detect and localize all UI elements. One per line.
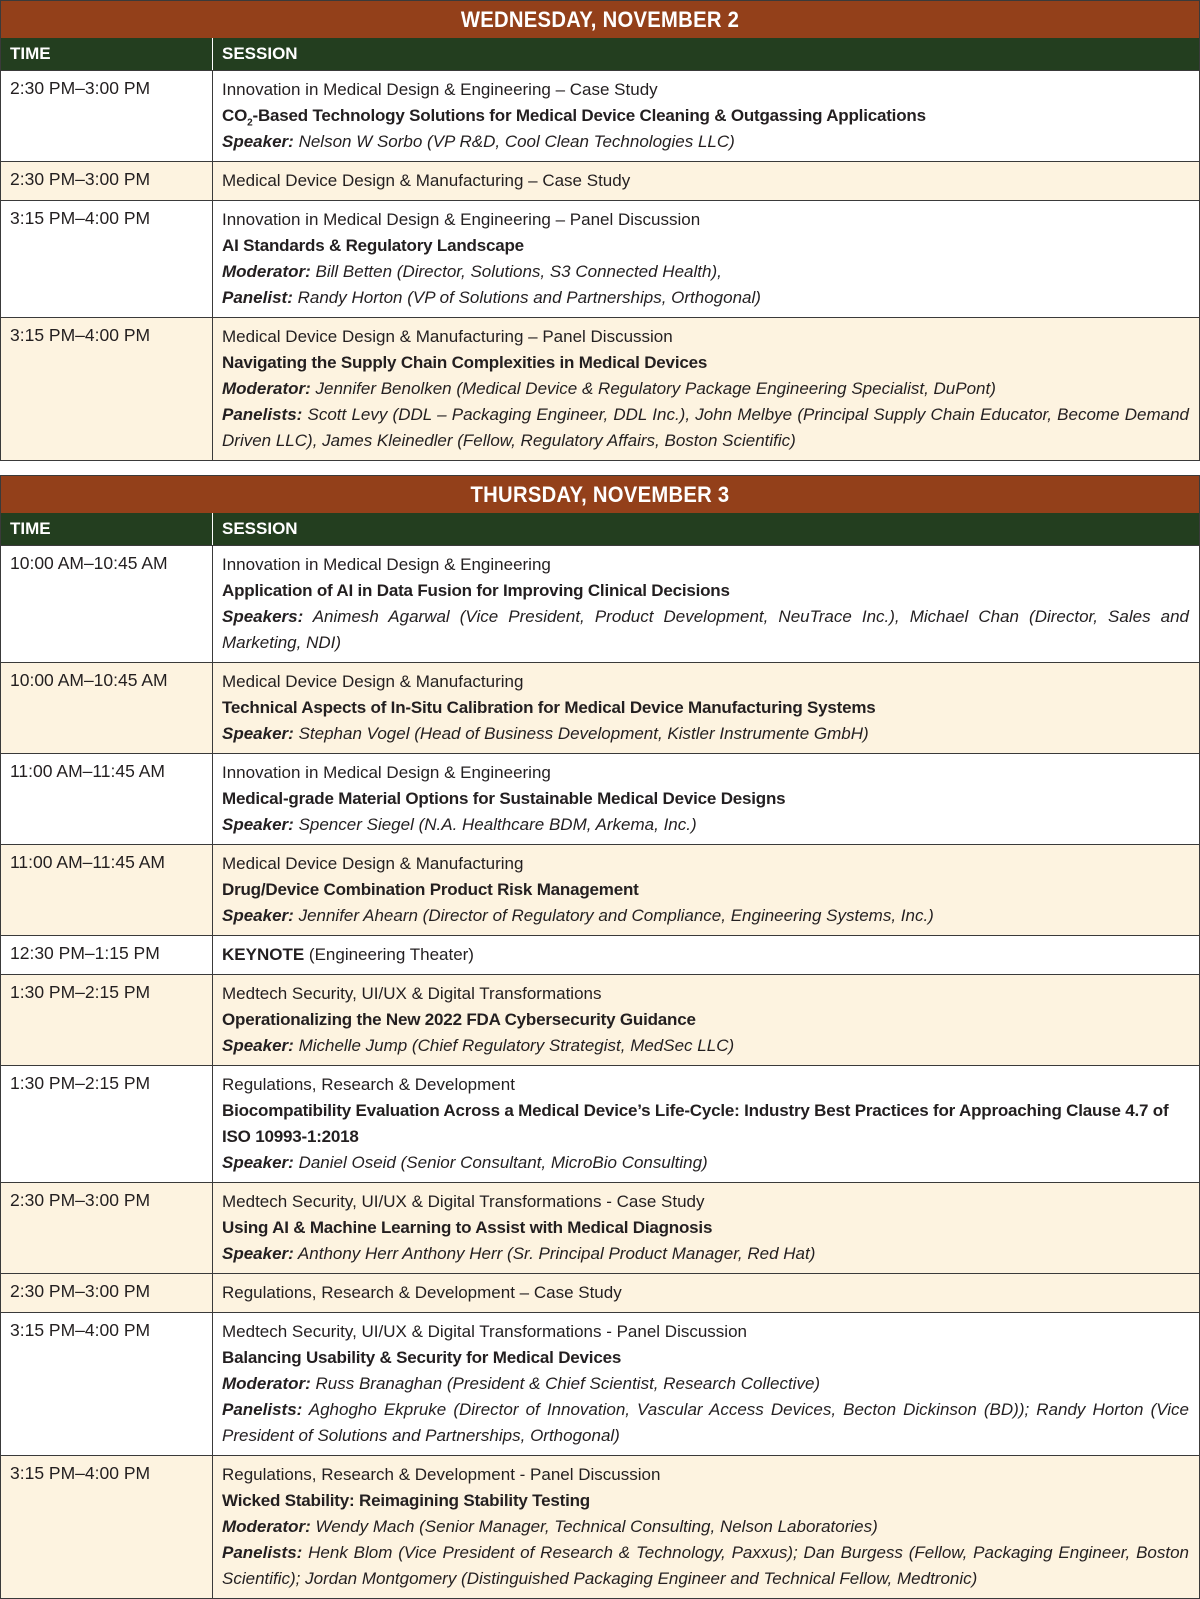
title-text: Medical-grade Material Options for Sustainable Medical Device Designs (222, 789, 786, 808)
day-title-bar (1, 476, 1199, 513)
session-details (213, 663, 1199, 753)
session-title (222, 695, 1189, 721)
session-details (213, 318, 1199, 460)
session-track: Medtech Security, UI/UX & Digital Transformations - Panel Discussion (222, 1322, 747, 1341)
people-names: Stephan Vogel (Head of Business Development, Kistler Instrumente GmbH) (298, 724, 869, 743)
session-row (1, 1273, 1199, 1312)
people-names: Spencer Siegel (N.A. Healthcare BDM, Arkema, Inc.) (298, 815, 697, 834)
session-people (222, 1540, 1189, 1592)
session-time: 1:30 PM–2:15 PM (1, 975, 213, 1065)
session-row (1, 753, 1199, 844)
session-people (222, 604, 1189, 656)
session-details (213, 1456, 1199, 1598)
title-prefix: CO (222, 106, 248, 125)
session-time: 11:00 AM–11:45 AM (1, 845, 213, 935)
keynote-label: KEYNOTE (222, 945, 305, 964)
table-header (1, 38, 1199, 70)
people-role: Moderator: (222, 262, 311, 281)
title-text: Balancing Usability & Security for Medical Devices (222, 1348, 622, 1367)
session-people (222, 402, 1189, 454)
session-people (222, 721, 1189, 747)
session-title (222, 786, 1189, 812)
people-role: Panelists: (222, 405, 303, 424)
session-people (222, 903, 1189, 929)
header-time: TIME (1, 38, 213, 70)
session-details (213, 845, 1199, 935)
session-people (222, 1397, 1189, 1449)
session-time: 2:30 PM–3:00 PM (1, 1183, 213, 1273)
session-people (222, 129, 1189, 155)
session-details (213, 1066, 1199, 1182)
session-title (222, 233, 1189, 259)
session-track: Medical Device Design & Manufacturing – Case Study (222, 171, 631, 190)
session-row (1, 161, 1199, 200)
session-time: 2:30 PM–3:00 PM (1, 162, 213, 200)
people-role: Speaker: (222, 906, 294, 925)
title-text: Wicked Stability: Reimagining Stability Testing (222, 1491, 590, 1510)
session-details (213, 201, 1199, 317)
session-row (1, 317, 1199, 460)
session-row (1, 70, 1199, 161)
people-role: Speakers: (222, 607, 304, 626)
title-text: Biocompatibility Evaluation Across a Medical Device’s Life-Cycle: Industry Best Practices for Approaching Clause 4.7 of ISO 10993-1:2018 (222, 1101, 1169, 1146)
session-title (222, 350, 1189, 376)
title-text: Drug/Device Combination Product Risk Management (222, 880, 639, 899)
session-track: Medical Device Design & Manufacturing (222, 672, 524, 691)
session-title (222, 1488, 1189, 1514)
people-role: Speaker: (222, 724, 294, 743)
session-row (1, 1455, 1199, 1598)
people-role: Speaker: (222, 1153, 294, 1172)
session-title (222, 877, 1189, 903)
session-details (213, 754, 1199, 844)
people-role: Panelists: (222, 1543, 303, 1562)
session-details (213, 546, 1199, 662)
session-details (213, 975, 1199, 1065)
session-people (222, 1514, 1189, 1540)
session-title (222, 1215, 1189, 1241)
session-people (222, 259, 1189, 285)
people-role: Speaker: (222, 1036, 294, 1055)
people-role: Speaker: (222, 815, 294, 834)
session-people (222, 285, 1189, 311)
session-track: Innovation in Medical Design & Engineering – Panel Discussion (222, 210, 701, 229)
people-names: Animesh Agarwal (Vice President, Product Development, NeuTrace Inc.), Michael Chan (Director, Sales and Marketing, NDI) (222, 607, 1190, 652)
people-role: Moderator: (222, 379, 311, 398)
session-track: Medtech Security, UI/UX & Digital Transformations (222, 984, 602, 1003)
people-names: Jennifer Ahearn (Director of Regulatory and Compliance, Engineering Systems, Inc.) (298, 906, 934, 925)
session-row (1, 1312, 1199, 1455)
people-names: Anthony Herr Anthony Herr (Sr. Principal Product Manager, Red Hat) (297, 1244, 816, 1263)
people-names: Randy Horton (VP of Solutions and Partnerships, Orthogonal) (297, 288, 761, 307)
people-names: Aghogho Ekpruke (Director of Innovation, Vascular Access Devices, Becton Dickinson (BD)); Randy Horton (Vice President of Solutions and Partnerships, Orthogonal) (222, 1400, 1190, 1445)
session-details (213, 936, 1199, 974)
title-text: Navigating the Supply Chain Complexities in Medical Devices (222, 353, 708, 372)
session-people (222, 812, 1189, 838)
title-text: Operationalizing the New 2022 FDA Cybersecurity Guidance (222, 1010, 696, 1029)
session-details (213, 162, 1199, 200)
session-details (213, 1274, 1199, 1312)
session-track: Regulations, Research & Development – Case Study (222, 1283, 622, 1302)
session-time: 2:30 PM–3:00 PM (1, 71, 213, 161)
session-people (222, 1033, 1189, 1059)
header-time: TIME (1, 513, 213, 545)
session-row (1, 1182, 1199, 1273)
session-track: Innovation in Medical Design & Engineering (222, 555, 551, 574)
title-text: -Based Technology Solutions for Medical Device Cleaning & Outgassing Applications (252, 106, 926, 125)
title-text: AI Standards & Regulatory Landscape (222, 236, 524, 255)
session-time: 2:30 PM–3:00 PM (1, 1274, 213, 1312)
people-role: Speaker: (222, 1244, 294, 1263)
people-names: Wendy Mach (Senior Manager, Technical Consulting, Nelson Laboratories) (315, 1517, 878, 1536)
people-names: Bill Betten (Director, Solutions, S3 Connected Health), (315, 262, 722, 281)
session-title (222, 578, 1189, 604)
people-role: Panelist: (222, 288, 293, 307)
session-row (1, 200, 1199, 317)
people-role: Moderator: (222, 1517, 311, 1536)
session-details (213, 71, 1199, 161)
session-time: 10:00 AM–10:45 AM (1, 663, 213, 753)
title-text: Using AI & Machine Learning to Assist with Medical Diagnosis (222, 1218, 713, 1237)
session-title (222, 1098, 1189, 1150)
title-text: Application of AI in Data Fusion for Improving Clinical Decisions (222, 581, 730, 600)
session-track: Innovation in Medical Design & Engineering – Case Study (222, 80, 658, 99)
session-row (1, 1065, 1199, 1182)
session-time: 3:15 PM–4:00 PM (1, 1456, 213, 1598)
people-names: Russ Branaghan (President & Chief Scientist, Research Collective) (315, 1374, 821, 1393)
session-time: 10:00 AM–10:45 AM (1, 546, 213, 662)
people-names: Daniel Oseid (Senior Consultant, MicroBio Consulting) (298, 1153, 708, 1172)
header-session: SESSION (222, 519, 298, 538)
day-block (0, 0, 1200, 461)
session-title (222, 103, 1189, 129)
session-row (1, 662, 1199, 753)
session-time: 12:30 PM–1:15 PM (1, 936, 213, 974)
session-track: Medtech Security, UI/UX & Digital Transformations - Case Study (222, 1192, 705, 1211)
people-names: Scott Levy (DDL – Packaging Engineer, DDL Inc.), John Melbye (Principal Supply Chain Educator, Become Demand Driven LLC), James Kleinedler (Fellow, Regulatory Affairs, Boston Scientific) (222, 405, 1189, 450)
table-header (1, 513, 1199, 545)
people-names: Jennifer Benolken (Medical Device & Regulatory Package Engineering Specialist, DuPont) (315, 379, 996, 398)
title-text: Technical Aspects of In-Situ Calibration for Medical Device Manufacturing Systems (222, 698, 876, 717)
day-title-bar (1, 1, 1199, 38)
people-names: Nelson W Sorbo (VP R&D, Cool Clean Technologies LLC) (298, 132, 735, 151)
keynote-location: (Engineering Theater) (304, 945, 474, 964)
session-details (213, 1183, 1199, 1273)
session-people (222, 376, 1189, 402)
session-track: Regulations, Research & Development - Panel Discussion (222, 1465, 661, 1484)
session-details (213, 1313, 1199, 1455)
people-role: Moderator: (222, 1374, 311, 1393)
session-track: Medical Device Design & Manufacturing – Panel Discussion (222, 327, 673, 346)
session-title (222, 1345, 1189, 1371)
session-people (222, 1371, 1189, 1397)
session-people (222, 1241, 1189, 1267)
session-track: Regulations, Research & Development (222, 1075, 515, 1094)
session-time: 1:30 PM–2:15 PM (1, 1066, 213, 1182)
day-title: THURSDAY, NOVEMBER 3 (49, 476, 1151, 513)
title-subscript: 2 (247, 117, 253, 129)
session-row (1, 844, 1199, 935)
session-time: 3:15 PM–4:00 PM (1, 201, 213, 317)
session-row (1, 935, 1199, 974)
day-block (0, 475, 1200, 1599)
people-names: Michelle Jump (Chief Regulatory Strategist, MedSec LLC) (298, 1036, 735, 1055)
people-names: Henk Blom (Vice President of Research & Technology, Paxxus); Dan Burgess (Fellow, Packaging Engineer, Boston Scientific); Jordan Montgomery (Distinguished Packaging Engineer and Technical Fellow, Medtronic) (222, 1543, 1189, 1588)
session-time: 11:00 AM–11:45 AM (1, 754, 213, 844)
session-people (222, 1150, 1189, 1176)
session-time: 3:15 PM–4:00 PM (1, 318, 213, 460)
session-track: Medical Device Design & Manufacturing (222, 854, 524, 873)
day-title: WEDNESDAY, NOVEMBER 2 (49, 1, 1151, 38)
session-time: 3:15 PM–4:00 PM (1, 1313, 213, 1455)
people-role: Panelists: (222, 1400, 303, 1419)
session-row (1, 545, 1199, 662)
session-title (222, 1007, 1189, 1033)
header-session: SESSION (222, 44, 298, 63)
people-role: Speaker: (222, 132, 294, 151)
session-track: Innovation in Medical Design & Engineering (222, 763, 551, 782)
session-row (1, 974, 1199, 1065)
